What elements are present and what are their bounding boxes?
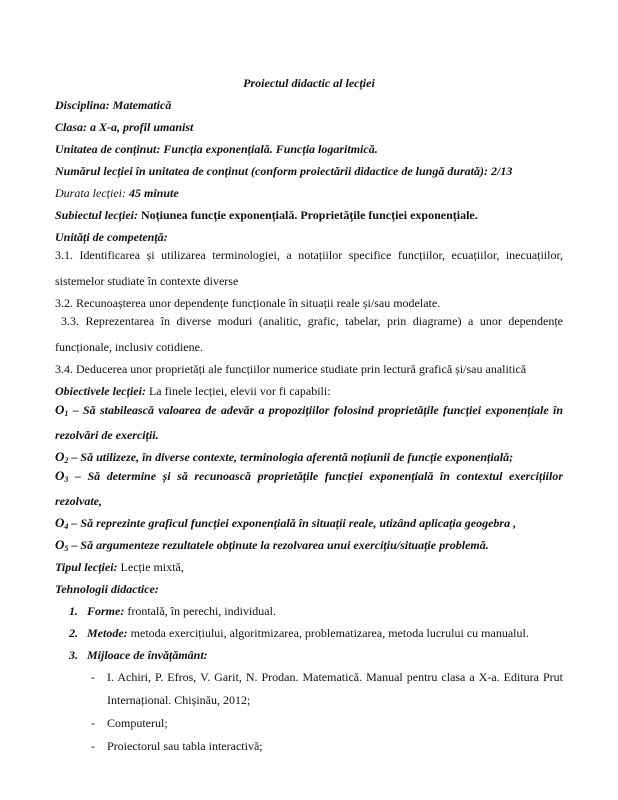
list-number: 3.: [69, 648, 78, 662]
objective-1-line1: [55, 402, 563, 424]
durata-lectiei: [55, 182, 563, 204]
mijloc-item-manual-line2: Internațional. Chișinău, 2012;: [107, 693, 251, 707]
unitatea-de-continut: Unitatea de conținut: Funcția exponențială. Funcția logaritmică.: [55, 142, 378, 156]
item-text: Computerul;: [107, 716, 168, 730]
objective-text: – Să stabilească valoarea de adevăr a propozițiilor folosind proprietățile funcției exponențiale în: [68, 403, 563, 417]
competenta-3-1-line2: sistemelor studiate în contexte diverse: [55, 274, 239, 288]
item-label: Mijloace de învățământ:: [87, 648, 208, 662]
subiectul-lectiei: [55, 204, 563, 226]
objective-text: – Să utilizeze, în diverse contexte, terminologia aferentă noțiunii de funcție exponențială;: [68, 450, 514, 464]
obiective-label: Obiectivele lecției:: [55, 384, 146, 398]
clasa: Clasa: a X-a, profil umanist: [55, 120, 194, 134]
document-title: Proiectul didactic al lecției: [243, 76, 375, 90]
objective-symbol: O: [55, 468, 65, 483]
tehnologii-heading: Tehnologii didactice:: [55, 582, 159, 596]
item-text: I. Achiri, P. Efros, V. Garit, N. Prodan. Matematică. Manual pentru clasa a X-a. Editura Prut: [107, 670, 563, 684]
competenta-3-3-line1: 3.3. Reprezentarea în diverse moduri (analitic, grafic, tabelar, prin diagrame) a unor dependențe: [61, 314, 563, 328]
durata-label: Durata lecției:: [55, 186, 126, 200]
competenta-3-1-line1: 3.1. Identificarea și utilizarea terminologiei, a notațiilor specifice funcțiilor, ecuațiilor, inecuațiilor,: [55, 248, 563, 262]
objective-5: [55, 534, 563, 556]
item-label: Forme:: [87, 604, 125, 618]
obiective-heading: [55, 380, 563, 402]
item-value: frontală, în perechi, individual.: [124, 604, 276, 618]
objective-text: – Să reprezinte graficul funcției exponențială în situații reale, utizând aplicația geogebra ,: [68, 516, 517, 530]
tehnologie-item-metode: [55, 622, 563, 644]
mijloc-item-computer: [55, 712, 563, 735]
objective-symbol: O: [55, 515, 65, 530]
objective-3-line2: rezolvate,: [55, 494, 102, 508]
objective-index: 5: [64, 544, 69, 553]
competenta-3-2: 3.2. Recunoașterea unor dependențe funcționale în situații reale și/sau modelate.: [55, 296, 441, 310]
objective-4: [55, 512, 563, 534]
numarul-lectiei: Numărul lecției în unitatea de conținut (conform proiectării didactice de lungă durată): 2/13: [55, 164, 513, 178]
mijloc-item-proiector: [55, 735, 563, 757]
objective-1-line2: rezolvări de exerciții.: [55, 428, 159, 442]
objective-symbol: O: [55, 537, 65, 552]
tipul-label: Tipul lecției:: [55, 560, 118, 574]
tipul-value: Lecție mixtă,: [117, 560, 184, 574]
objective-index: 2: [64, 456, 69, 465]
item-value: metoda exercițiului, algoritmizarea, problematizarea, metoda lucrului cu manualul.: [127, 626, 529, 640]
objective-symbol: O: [55, 402, 65, 417]
competenta-3-3-line2: funcționale, inclusiv cotidiene.: [55, 340, 203, 354]
objective-index: 3: [64, 475, 69, 484]
obiective-intro: La finele lecției, elevii vor fi capabili:: [145, 384, 331, 398]
item-label: Metode:: [87, 626, 128, 640]
mijloc-item-manual-line1: [55, 666, 563, 689]
competente-heading: Unități de competență:: [55, 230, 168, 244]
bullet-dash: -: [91, 670, 95, 684]
tipul-lectiei: [55, 556, 563, 578]
objective-symbol: O: [55, 449, 65, 464]
item-text: Proiectorul sau tabla interactivă;: [107, 739, 263, 753]
list-number: 1.: [69, 604, 78, 618]
tehnologie-item-mijloace: [55, 644, 563, 666]
objective-index: 4: [64, 522, 69, 531]
subiectul-value: Noțiunea funcție exponențială. Proprietățile funcției exponențiale.: [138, 208, 478, 222]
objective-2: [55, 446, 563, 468]
bullet-dash: -: [91, 739, 95, 753]
objective-3-line1: [55, 468, 563, 490]
document-page: [55, 72, 563, 757]
objective-text: – Să argumenteze rezultatele obținute la rezolvarea unui exercițiu/situație problemă.: [68, 538, 489, 552]
objective-text: – Să determine și să recunoască proprietățile funcției exponențială în contextul exercițiilor: [68, 469, 563, 483]
competenta-3-4: 3.4. Deducerea unor proprietăți ale funcțiilor numerice studiate prin lectură grafică și/sau analitică: [55, 362, 527, 376]
subiectul-label: Subiectul lecției:: [55, 208, 138, 222]
disciplina: Disciplina: Matematică: [55, 98, 172, 112]
tehnologie-item-forme: [55, 600, 563, 622]
bullet-dash: -: [91, 716, 95, 730]
list-number: 2.: [69, 626, 78, 640]
objective-index: 1: [64, 409, 69, 418]
durata-value: 45 minute: [125, 186, 179, 200]
